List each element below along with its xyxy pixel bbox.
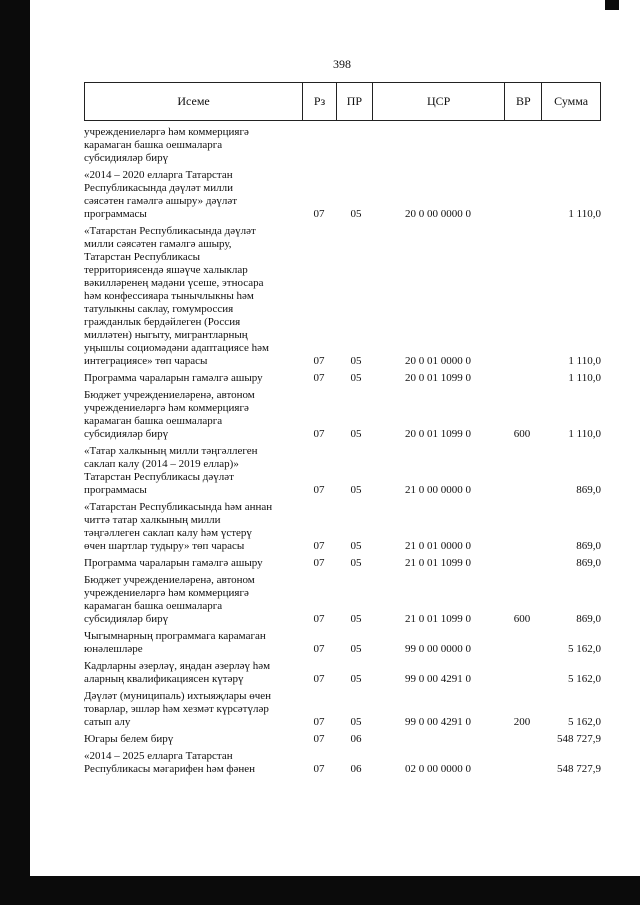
row-name-line: аларның квалификациясен күтәрү bbox=[84, 673, 244, 685]
row-name-line: татулыкны саклау, гомумроссия bbox=[84, 303, 234, 315]
row-name-line: гражданлык бердәйлеген (Россия bbox=[84, 316, 241, 328]
row-csr: 99 0 00 4291 0 bbox=[405, 673, 471, 685]
scan-mark-top bbox=[605, 0, 619, 10]
table-row bbox=[84, 167, 601, 223]
row-name-line: сәясәтен гамәлгә ашыру» дәүләт bbox=[84, 195, 238, 207]
row-pr: 05 bbox=[350, 557, 362, 569]
table-row bbox=[84, 499, 601, 555]
row-name-line: «Татарстан Республикасында һәм аннан bbox=[84, 501, 273, 513]
row-name-line: Югары белем бирү bbox=[84, 733, 174, 745]
row-name bbox=[84, 499, 299, 555]
table-row bbox=[84, 223, 601, 370]
row-name-line: Программа чараларын гамәлгә ашыру bbox=[84, 557, 263, 569]
row-sum: 1 110,0 bbox=[568, 372, 601, 384]
row-rz: 07 bbox=[313, 733, 325, 745]
row-sum: 869,0 bbox=[576, 613, 601, 625]
row-name-line: «Татарстан Республикасында дәүләт bbox=[84, 225, 256, 237]
row-sum: 1 110,0 bbox=[568, 208, 601, 220]
row-rz: 07 bbox=[313, 484, 325, 496]
table-row bbox=[84, 731, 601, 748]
row-rz: 07 bbox=[313, 540, 325, 552]
row-pr: 05 bbox=[350, 673, 362, 685]
row-vr bbox=[503, 654, 541, 658]
row-name-line: карамаган башка оешмаларга bbox=[84, 415, 223, 427]
row-name-line: учреждениеләргә һәм коммерциягә bbox=[84, 402, 249, 414]
row-name bbox=[84, 167, 299, 223]
header-vr: ВР bbox=[505, 83, 542, 120]
row-name-line: товарлар, эшләр һәм хезмәт күрсәтүләр bbox=[84, 703, 269, 715]
row-csr: 99 0 00 4291 0 bbox=[405, 716, 471, 728]
row-name-line: читтә татар халкының милли bbox=[84, 514, 221, 526]
row-name-line: «2014 – 2025 елларга Татарстан bbox=[84, 750, 233, 762]
row-name bbox=[84, 124, 299, 167]
row-pr: 05 bbox=[350, 643, 362, 655]
row-pr: 05 bbox=[350, 540, 362, 552]
row-pr: 05 bbox=[350, 484, 362, 496]
row-rz: 07 bbox=[313, 613, 325, 625]
row-rz: 07 bbox=[313, 372, 325, 384]
row-vr bbox=[503, 383, 541, 387]
row-name-line: Татарстан Республикасы дәүләт bbox=[84, 471, 234, 483]
row-csr bbox=[373, 744, 503, 748]
table-row bbox=[84, 443, 601, 499]
row-csr: 20 0 01 0000 0 bbox=[405, 355, 471, 367]
scan-border-bottom bbox=[30, 876, 640, 905]
row-csr: 02 0 00 0000 0 bbox=[405, 763, 471, 775]
row-name bbox=[84, 688, 299, 731]
row-vr: 600 bbox=[513, 613, 531, 625]
row-sum bbox=[541, 163, 601, 167]
row-name-line: Программа чараларын гамәлгә ашыру bbox=[84, 372, 263, 384]
row-vr: 200 bbox=[513, 716, 531, 728]
row-pr: 05 bbox=[350, 355, 362, 367]
row-name-line: тәңгәллеген саклап калу һәм үстерү bbox=[84, 527, 252, 539]
row-sum: 5 162,0 bbox=[568, 643, 601, 655]
page-number: 398 bbox=[333, 57, 351, 71]
row-csr: 20 0 00 0000 0 bbox=[405, 208, 471, 220]
row-name bbox=[84, 443, 299, 499]
row-vr bbox=[503, 219, 541, 223]
row-csr: 20 0 01 1099 0 bbox=[405, 428, 471, 440]
row-name-line: карамаган башка оешмаларга bbox=[84, 600, 223, 612]
row-sum: 1 110,0 bbox=[568, 355, 601, 367]
header-rz: Рз bbox=[303, 83, 337, 120]
row-name-line: юнәлешләре bbox=[84, 643, 143, 655]
table-row bbox=[84, 555, 601, 572]
row-pr: 05 bbox=[350, 208, 362, 220]
row-rz: 07 bbox=[313, 763, 325, 775]
row-name-line: учреждениеләргә һәм коммерциягә bbox=[84, 126, 249, 138]
row-vr bbox=[503, 744, 541, 748]
row-name bbox=[84, 387, 299, 443]
row-csr: 99 0 00 0000 0 bbox=[405, 643, 471, 655]
row-name-line: Бюджет учреждениеләренә, автоном bbox=[84, 574, 255, 586]
row-name-line: һәм конфессияара тынычлыкны һәм bbox=[84, 290, 254, 302]
row-name-line: Чыгымнарның программага карамаган bbox=[84, 630, 266, 642]
row-vr bbox=[503, 551, 541, 555]
row-name-line: Республикасы мәгарифен һәм фәнен bbox=[84, 763, 256, 775]
row-name-line: программасы bbox=[84, 484, 147, 496]
row-rz bbox=[299, 163, 339, 167]
row-name-line: Кадрларны әзерләү, яңадан әзерләү һәм bbox=[84, 660, 271, 672]
row-rz: 07 bbox=[313, 557, 325, 569]
row-name-line: Республикасында дәүләт милли bbox=[84, 182, 234, 194]
header-name: Исеме bbox=[85, 83, 303, 120]
budget-table bbox=[84, 82, 601, 775]
row-name-line: «Татар халкының милли тәңгәллеген bbox=[84, 445, 258, 457]
table-row bbox=[84, 688, 601, 731]
row-vr bbox=[503, 684, 541, 688]
row-name bbox=[84, 572, 299, 628]
row-name bbox=[84, 731, 299, 748]
row-pr: 06 bbox=[350, 733, 362, 745]
row-name-line: Дәүләт (муниципаль) ихтыяҗлары өчен bbox=[84, 690, 272, 702]
header-pr: ПР bbox=[337, 83, 373, 120]
row-sum: 869,0 bbox=[576, 540, 601, 552]
header-csr: ЦСР bbox=[373, 83, 505, 120]
table-row bbox=[84, 572, 601, 628]
row-csr: 21 0 00 0000 0 bbox=[405, 484, 471, 496]
row-name bbox=[84, 223, 299, 370]
row-sum: 869,0 bbox=[576, 484, 601, 496]
row-name-line: милләтен) ныгыту, мигрантларның bbox=[84, 329, 248, 341]
row-csr bbox=[373, 163, 503, 167]
row-name-line: субсидияләр бирү bbox=[84, 152, 169, 164]
row-pr bbox=[339, 163, 373, 167]
table-body bbox=[84, 124, 601, 778]
row-sum: 5 162,0 bbox=[568, 673, 601, 685]
row-csr: 20 0 01 1099 0 bbox=[405, 372, 471, 384]
row-vr bbox=[503, 366, 541, 370]
scan-border-left bbox=[0, 0, 30, 905]
row-name bbox=[84, 658, 299, 688]
row-pr: 05 bbox=[350, 716, 362, 728]
row-pr: 06 bbox=[350, 763, 362, 775]
row-name bbox=[84, 370, 299, 387]
row-sum: 869,0 bbox=[576, 557, 601, 569]
row-name-line: милли сәясәтен гамәлгә ашыру, bbox=[84, 238, 232, 250]
row-name-line: программасы bbox=[84, 208, 147, 220]
row-name-line: территориясендә яшәүче халыклар bbox=[84, 264, 248, 276]
row-name bbox=[84, 555, 299, 572]
row-name-line: Бюджет учреждениеләренә, автоном bbox=[84, 389, 255, 401]
row-sum: 548 727,9 bbox=[557, 763, 601, 775]
row-csr: 21 0 01 1099 0 bbox=[405, 557, 471, 569]
table-header bbox=[84, 82, 601, 121]
row-name-line: уңышлы социомәдәни адаптациясе һәм bbox=[84, 342, 269, 354]
table-row bbox=[84, 387, 601, 443]
row-name-line: учреждениеләргә һәм коммерциягә bbox=[84, 587, 249, 599]
row-name-line: сатып алу bbox=[84, 716, 131, 728]
row-pr: 05 bbox=[350, 428, 362, 440]
row-name-line: вәкилләренең мәдәни үсеше, этносара bbox=[84, 277, 264, 289]
row-vr bbox=[503, 495, 541, 499]
row-name bbox=[84, 748, 299, 778]
row-rz: 07 bbox=[313, 208, 325, 220]
row-vr: 600 bbox=[513, 428, 531, 440]
row-rz: 07 bbox=[313, 355, 325, 367]
row-vr bbox=[503, 163, 541, 167]
row-vr bbox=[503, 568, 541, 572]
row-pr: 05 bbox=[350, 613, 362, 625]
table-row bbox=[84, 124, 601, 167]
row-name-line: карамаган башка оешмаларга bbox=[84, 139, 223, 151]
table-row bbox=[84, 658, 601, 688]
row-name-line: «2014 – 2020 елларга Татарстан bbox=[84, 169, 233, 181]
row-pr: 05 bbox=[350, 372, 362, 384]
row-sum: 5 162,0 bbox=[568, 716, 601, 728]
header-sum: Сумма bbox=[554, 94, 589, 108]
row-name-line: өчен шартлар тудыру» төп чарасы bbox=[84, 540, 245, 552]
row-sum: 548 727,9 bbox=[557, 733, 601, 745]
row-name-line: субсидияләр бирү bbox=[84, 428, 169, 440]
table-row bbox=[84, 628, 601, 658]
row-name-line: интеграциясе» төп чарасы bbox=[84, 355, 208, 367]
row-name-line: саклап калу (2014 – 2019 еллар)» bbox=[84, 458, 239, 470]
row-csr: 21 0 01 0000 0 bbox=[405, 540, 471, 552]
row-name-line: субсидияләр бирү bbox=[84, 613, 169, 625]
row-rz: 07 bbox=[313, 673, 325, 685]
row-rz: 07 bbox=[313, 716, 325, 728]
table-row bbox=[84, 370, 601, 387]
row-name bbox=[84, 628, 299, 658]
row-rz: 07 bbox=[313, 643, 325, 655]
row-vr bbox=[503, 774, 541, 778]
row-rz: 07 bbox=[313, 428, 325, 440]
row-csr: 21 0 01 1099 0 bbox=[405, 613, 471, 625]
row-name-line: Татарстан Республикасы bbox=[84, 251, 200, 263]
row-sum: 1 110,0 bbox=[568, 428, 601, 440]
table-row bbox=[84, 748, 601, 778]
